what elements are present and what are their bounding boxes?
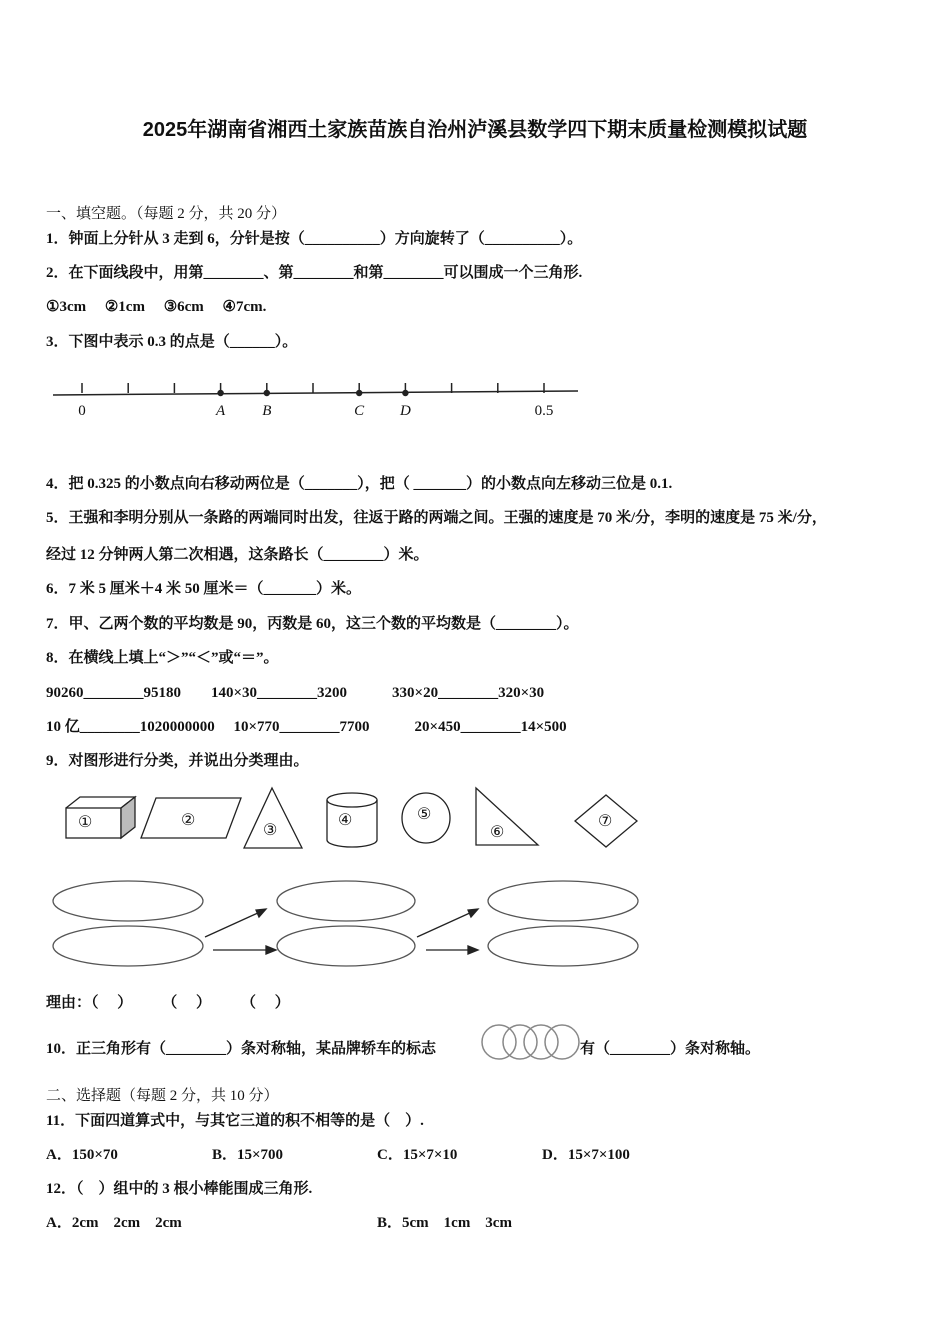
question-10-part-1: 10．正三角形有（________）条对称轴，某品牌轿车的标志 <box>46 1041 437 1057</box>
number-line <box>53 383 578 396</box>
number-line-label: C <box>354 403 365 419</box>
right-triangle-shape <box>476 788 538 845</box>
shape-label: ④ <box>338 812 353 829</box>
question-11-option-b: B．15×700 <box>212 1147 284 1163</box>
number-line-label: A <box>216 403 226 419</box>
question-8: 8．在横线上填上“＞”“＜”或“＝”。 <box>46 650 279 666</box>
question-8-row-1: 90260________95180 140×30________3200 330×20________320×30 <box>46 685 545 701</box>
question-2: 2．在下面线段中，用第________、第________和第________可以围成一个三角形. <box>46 265 583 281</box>
question-1: 1．钟面上分针从 3 走到 6，分针是按（__________）方向旋转了（__________）。 <box>46 231 583 247</box>
question-7: 7．甲、乙两个数的平均数是 90，丙数是 60，这三个数的平均数是（________）。 <box>46 616 579 632</box>
shape-label: ③ <box>263 822 278 839</box>
shape-label: ⑤ <box>417 806 432 823</box>
point-D <box>403 391 408 396</box>
classification-ellipses <box>53 881 638 966</box>
number-line-label: 0.5 <box>534 403 554 419</box>
section-1-heading: 一、填空题。（每题 2 分，共 20 分） <box>46 206 287 222</box>
point-C <box>357 391 362 396</box>
question-5-line-1: 5．王强和李明分别从一条路的两端同时出发，往返于路的两端之间。王强的速度是 70 米/分，李明的速度是 75 米/分， <box>46 510 827 526</box>
question-11-option-a: A．150×70 <box>46 1147 118 1163</box>
question-6: 6．7 米 5 厘米＋4 米 50 厘米＝（_______）米。 <box>46 581 362 597</box>
question-12: 12．（ ）组中的 3 根小棒能围成三角形. <box>46 1181 313 1197</box>
section-2-heading: 二、选择题（每题 2 分，共 10 分） <box>46 1088 279 1104</box>
number-line-label: B <box>262 403 272 419</box>
page-title: 2025年湖南省湘西土家族苗族自治州泸溪县数学四下期末质量检测模拟试题 <box>142 119 808 141</box>
shape-label: ② <box>181 812 196 829</box>
number-line-label: D <box>399 403 411 419</box>
car-logo-rings <box>482 1025 579 1059</box>
question-8-row-2: 10 亿________1020000000 10×770________7700 20×450________14×500 <box>46 719 567 735</box>
point-A <box>218 391 223 396</box>
question-2-options: ①3cm ②1cm ③6cm ④7cm. <box>46 299 267 315</box>
shape-label: ⑥ <box>490 824 505 841</box>
question-12-option-b: B．5cm 1cm 3cm <box>377 1215 512 1231</box>
number-line-label: 0 <box>78 403 86 419</box>
question-11-option-d: D．15×7×100 <box>542 1147 630 1163</box>
question-11: 11．下面四道算式中，与其它三道的积不相等的是（ ）. <box>46 1113 424 1129</box>
question-12-option-a: A．2cm 2cm 2cm <box>46 1215 182 1231</box>
question-3: 3．下图中表示 0.3 的点是（______）。 <box>46 334 298 350</box>
arrows <box>205 909 478 954</box>
shape-label: ⑦ <box>598 813 613 830</box>
question-9: 9．对图形进行分类，并说出分类理由。 <box>46 753 309 769</box>
point-B <box>264 391 269 396</box>
question-9-reason: 理由：（ ） （ ） （ ） <box>46 995 290 1011</box>
cuboid-shape <box>66 808 121 838</box>
shape-label: ① <box>78 814 93 831</box>
question-4: 4．把 0.325 的小数点向右移动两位是（_______），把（ _______）的小数点向左移动三位是 0.1. <box>46 476 673 492</box>
question-5-line-2: 经过 12 分钟两人第二次相遇，这条路长（________）米。 <box>46 547 429 563</box>
question-10-part-2: 有（________）条对称轴。 <box>580 1041 761 1057</box>
question-11-option-c: C．15×7×10 <box>377 1147 458 1163</box>
cylinder-shape <box>327 793 377 807</box>
